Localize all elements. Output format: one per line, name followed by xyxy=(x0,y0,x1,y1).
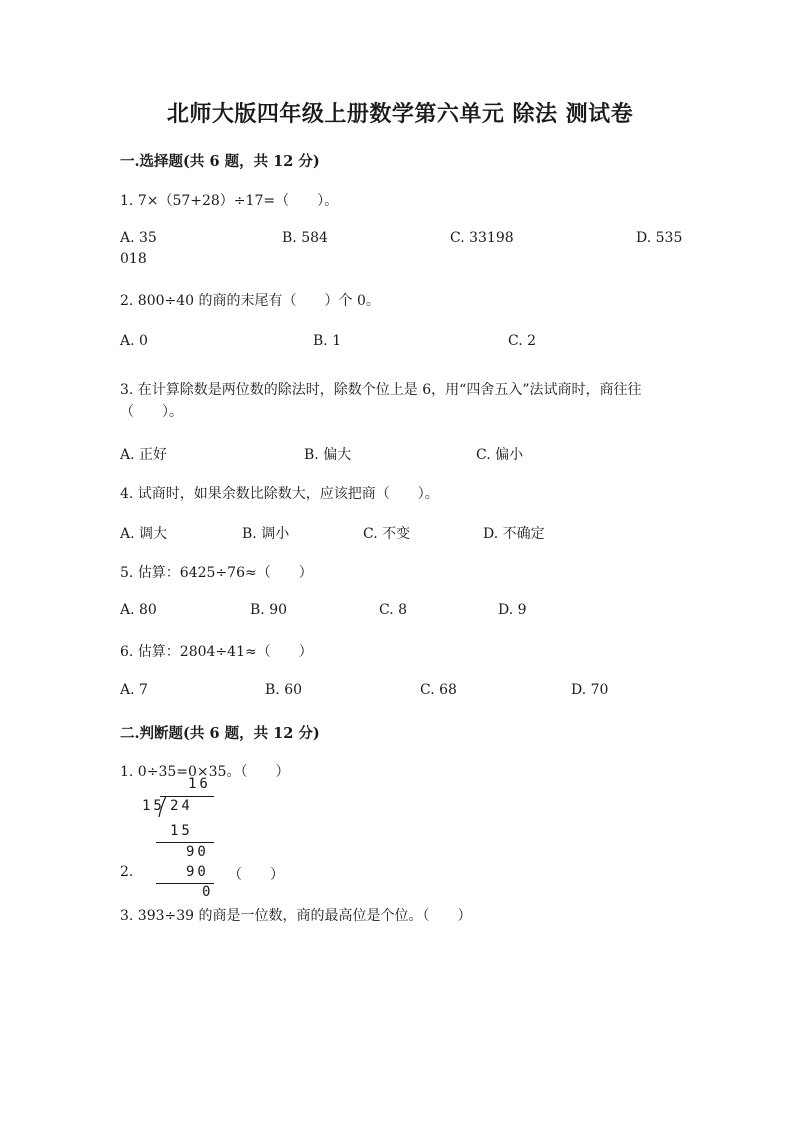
long-division-divisor: 15 xyxy=(142,798,165,814)
long-division-figure xyxy=(130,776,250,904)
option-d: D. 不确定 xyxy=(483,526,545,542)
option-c: C. 偏小 xyxy=(476,447,524,463)
option-b: B. 60 xyxy=(265,682,303,698)
question-4: 4. 试商时，如果余数比除数大，应该把商（ ）。 xyxy=(120,486,439,502)
question-3: 3. 在计算除数是两位数的除法时，除数个位上是 6，用“四舍五入”法试商时，商往往（ ）。 xyxy=(120,382,642,420)
section-heading-choice: 一.选择题(共 6 题，共 12 分) xyxy=(120,153,320,170)
option-d-overflow: 018 xyxy=(120,251,147,267)
option-b: B. 偏大 xyxy=(304,447,352,463)
page-title: 北师大版四年级上册数学第六单元 除法 测试卷 xyxy=(166,101,634,127)
option-d: D. 535 xyxy=(636,230,683,246)
judgment-question-1: 1. 0÷35=0×35。（ ） xyxy=(120,764,290,780)
option-b: B. 584 xyxy=(282,230,328,246)
option-b: B. 90 xyxy=(250,602,288,618)
question-2: 2. 800÷40 的商的末尾有（ ）个 0。 xyxy=(120,293,380,309)
subtraction-line xyxy=(156,842,214,843)
option-a: A. 调大 xyxy=(120,526,168,542)
question-6: 6. 估算：2804÷41≈（ ） xyxy=(120,644,313,660)
long-division-step-2: 90 xyxy=(186,844,209,860)
option-a: A. 35 xyxy=(120,230,157,246)
section-heading-judgment: 二.判断题(共 6 题，共 12 分) xyxy=(120,725,320,742)
option-c: C. 2 xyxy=(508,333,537,349)
option-a: A. 0 xyxy=(120,333,148,349)
option-b: B. 调小 xyxy=(242,526,290,542)
option-b: B. 1 xyxy=(313,333,342,349)
division-bracket xyxy=(158,796,168,818)
option-a: A. 80 xyxy=(120,602,157,618)
long-division-remainder: 0 xyxy=(202,884,214,900)
option-c: C. 不变 xyxy=(363,526,411,542)
judgment-question-2-paren: （ ） xyxy=(228,867,284,883)
long-division-quotient: 16 xyxy=(188,776,211,792)
division-bar xyxy=(160,796,214,797)
option-a: A. 正好 xyxy=(120,447,168,463)
judgment-question-3: 3. 393÷39 的商是一位数，商的最高位是个位。（ ） xyxy=(120,908,472,924)
option-d: D. 70 xyxy=(571,682,609,698)
question-1: 1. 7×（57+28）÷17=（ ）。 xyxy=(120,193,339,209)
option-c: C. 8 xyxy=(379,602,408,618)
question-5: 5. 估算：6425÷76≈（ ） xyxy=(120,565,313,581)
option-a: A. 7 xyxy=(120,682,148,698)
long-division-step-3: 90 xyxy=(186,864,209,880)
long-division-step-1: 15 xyxy=(170,823,193,839)
option-c: C. 68 xyxy=(420,682,457,698)
long-division-dividend: 24 xyxy=(170,798,193,814)
option-c: C. 33198 xyxy=(450,230,514,246)
option-d: D. 9 xyxy=(498,602,527,618)
judgment-question-2-label: 2. xyxy=(120,864,134,880)
